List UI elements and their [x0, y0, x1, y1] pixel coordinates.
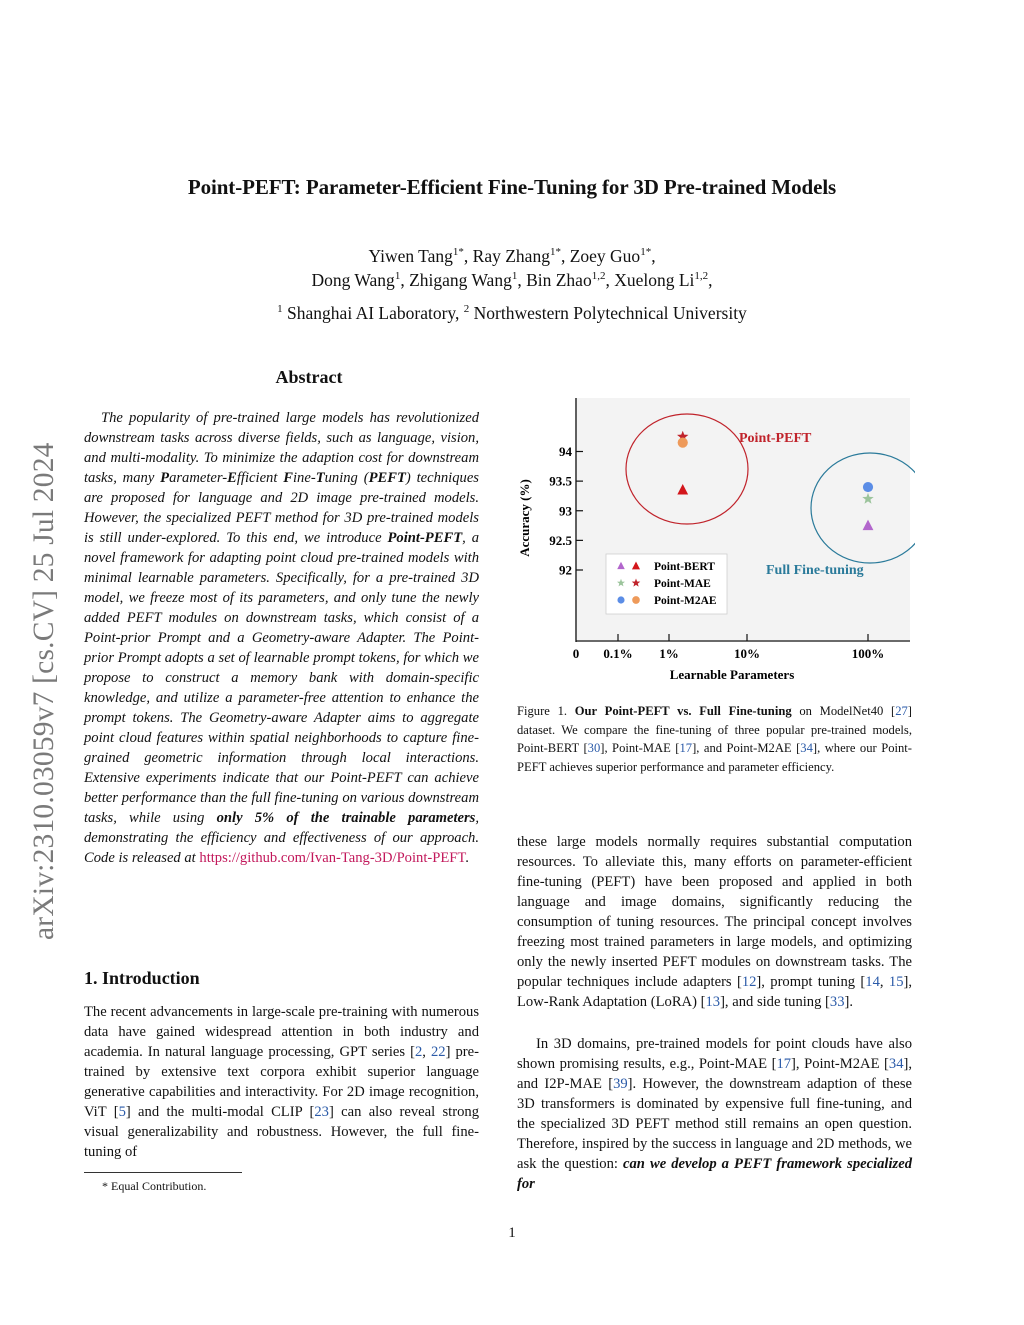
legend-peft-marker: [632, 596, 640, 604]
citation-link[interactable]: 39: [613, 1076, 628, 1092]
author-affiliation-sup: 1*: [640, 246, 652, 258]
text-run: Figure 1.: [517, 704, 575, 718]
text-run: PEFT: [368, 470, 406, 486]
text-run: The popularity of pre-trained large models has revolutionized downstream tasks across diverse fields, such as language, vision, and multi-modality. To minimize the adaption cost for downstream tasks, many: [84, 410, 479, 486]
author-affiliation-sup: 1*: [549, 246, 561, 258]
citation-link[interactable]: 14: [865, 974, 880, 990]
text-run: uning (: [324, 470, 369, 486]
x-tick-label: 10%: [734, 646, 760, 661]
intro-heading: 1. Introduction: [84, 968, 200, 988]
x-tick-label: 0.1%: [603, 646, 633, 661]
text-run: ], and Point-M2AE [: [692, 741, 801, 755]
text-run: Our Point-PEFT vs. Full Fine-tuning: [574, 704, 792, 718]
text-run: F: [283, 470, 293, 486]
author-name: Zoey Guo: [569, 245, 641, 266]
text-run: ,: [879, 974, 889, 990]
text-run: In 3D domains, pre-trained models for point clouds have also shown promising results, e.g., Point-MAE [: [517, 1036, 912, 1072]
legend-label: Point-BERT: [654, 561, 715, 573]
text-run: ], Point-MAE [: [600, 741, 680, 755]
text-run: fficient: [236, 470, 284, 486]
text-run: The recent advancements in large-scale pre-training with numerous data have gained widespread attention in both industry and academia. In natural language processing, GPT series [: [84, 1004, 479, 1060]
affiliation-name: Shanghai AI Laboratory,: [282, 302, 464, 323]
author-name: Yiwen Tang: [368, 245, 453, 266]
text-run: only 5% of the trainable parameters: [216, 810, 476, 826]
author-name: Zhigang Wang: [409, 269, 512, 290]
text-run: P: [160, 470, 170, 486]
citation-link[interactable]: 17: [679, 741, 693, 755]
legend-label: Point-M2AE: [654, 595, 717, 607]
citation-link[interactable]: 27: [895, 704, 908, 718]
y-tick-label: 93.5: [549, 473, 572, 489]
author-affiliation-sup: 1,2: [694, 270, 709, 282]
abstract-heading: Abstract: [275, 367, 343, 387]
text-run: these large models normally requires substantial computation resources. To alleviate this, many efforts on parameter-efficient fine-tuning (PEFT) have been proposed and applied in both language and image domains, significantly reducing the consumption of tuning resources. The principal concept involves freezing most trained parameters in large models, and optimizing only the newly inserted PEFT modules on downstream tasks. The popular techniques include adapters [: [517, 834, 912, 990]
citation-link[interactable]: 30: [587, 741, 601, 755]
y-tick-label: 94: [559, 444, 572, 459]
text-run: ] pre-trained by extensive text corpora exhibit superior language generative capabilities and interactivity. For 2D image recognition, ViT [: [84, 1044, 479, 1120]
y-axis-label: Accuracy (%): [517, 479, 532, 557]
page-number: 1: [508, 1225, 516, 1241]
authors-line-1: Yiwen Tang$^{1*}$, Ray Zhang$^{1*}$, Zoey Guo$^{1*}$,: [368, 245, 656, 266]
right-paragraph-1: [517, 832, 912, 1012]
y-tick-label: 93: [559, 503, 572, 519]
citation-link[interactable]: 34: [800, 741, 813, 755]
legend-label: Point-MAE: [654, 578, 711, 590]
x-axis-label: Learnable Parameters: [669, 667, 795, 682]
text-run: can we develop a PEFT framework specialized for: [517, 1156, 912, 1192]
point-peft-group-label: Point-PEFT: [739, 431, 812, 446]
text-run: ].: [844, 994, 854, 1010]
y-tick-label: 92: [559, 562, 572, 578]
author-affiliation-sup: 1: [394, 270, 401, 282]
text-run: , a novel framework for adapting point cloud pre-trained models with minimal learnable parameters. Specifically, for a pre-trained 3D model, we freeze most of its parameters, and only tune the newly added PEFT modules on downstream tasks, which consist of a Point-prior Prompt and a Geometry-aware Adapter. The Point-prior Prompt adopts a set of learnable prompt tokens, for which we propose to construct a memory bank with domain-specific knowledge, and utilize a parameter-free attention to enhance the prompt tokens. The Geometry-aware Adapter aims to aggregate point cloud features within spatial neighborhoods to capture fine-grained geometric information through local interactions. Extensive experiments indicate that our Point-PEFT can achieve better performance than the full fine-tuning on various downstream tasks, while using: [84, 530, 480, 826]
author-affiliation-sup: 1,2: [591, 270, 606, 282]
citation-link[interactable]: 22: [430, 1044, 446, 1060]
affiliation-sup: 1: [277, 303, 283, 315]
figure-1-caption: [517, 702, 912, 776]
y-tick-label: 92.5: [549, 532, 572, 548]
x-tick-label: 1%: [659, 646, 679, 661]
legend-full-marker: [617, 596, 624, 603]
text-run: arameter-: [169, 470, 228, 486]
abstract-body: [84, 408, 479, 868]
footnote: * Equal Contribution.: [102, 1179, 207, 1193]
text-run: T: [315, 470, 325, 486]
text-run: ], Point-M2AE [: [791, 1056, 889, 1072]
citation-link[interactable]: 23: [314, 1104, 329, 1120]
text-run: ], prompt tuning [: [756, 974, 866, 990]
text-run: ] can also reveal strong visual generalizability and robustness. However, the full fine-tuning of: [84, 1104, 479, 1160]
text-run: ,: [422, 1044, 431, 1060]
author-name: Ray Zhang: [472, 245, 550, 266]
text-run: ) techniques are proposed for language and 2D image pre-trained models. However, the specialized PEFT method for 3D pre-trained models is still under-explored. To this end, we introduce: [84, 470, 479, 546]
affiliation-sup: 2: [463, 303, 470, 315]
text-run: ], Low-Rank Adaptation (LoRA) [: [517, 974, 912, 1010]
text-run: ]. However, the downstream adaption of these 3D transformers is dominated by expensive full fine-tuning, and the specialized 3D PEFT method still remains an open question. Therefore, inspired by the success in language and 2D methods, we ask the question:: [517, 1076, 912, 1172]
right-paragraph-2: [517, 1034, 912, 1194]
citation-link[interactable]: 33: [829, 994, 845, 1010]
text-run: , demonstrating the efficiency and effectiveness of our approach. Code is released at: [84, 810, 479, 866]
intro-paragraph-1: [84, 1002, 479, 1162]
text-run: ine-: [292, 470, 316, 486]
author-affiliation-sup: 1*: [452, 246, 464, 258]
citation-link[interactable]: 5: [118, 1104, 126, 1120]
paper-title: Point-PEFT: Parameter-Efficient Fine-Tuning for 3D Pre-trained Models: [187, 175, 837, 199]
text-run: E: [227, 470, 237, 486]
author-name: Bin Zhao: [526, 269, 592, 290]
citation-link[interactable]: 17: [776, 1056, 792, 1072]
text-run: ], where our Point-PEFT achieves superior performance and parameter efficiency.: [517, 741, 912, 774]
affiliations: [0, 297, 1024, 325]
text-run: Point-PEFT: [387, 530, 463, 546]
x-tick-label: 0: [572, 646, 580, 661]
text-run: .: [465, 850, 469, 866]
affiliation-name: Northwestern Polytechnical University: [469, 302, 747, 323]
author-name: Xuelong Li: [614, 269, 695, 290]
footnote-rule: [84, 1172, 242, 1173]
point-m2ae-full-point: [863, 482, 873, 492]
citation-link[interactable]: 12: [741, 974, 757, 990]
text-run: ], and side tuning [: [720, 994, 830, 1010]
point-m2ae-peft-point: [678, 438, 688, 448]
code-url-link[interactable]: https://github.com/Ivan-Tang-3D/Point-PEFT: [199, 850, 466, 866]
citation-link[interactable]: 2: [414, 1044, 423, 1060]
x-tick-label: 100%: [851, 646, 885, 661]
text-run: ] dataset. We compare the fine-tuning of three popular pre-trained models, Point-BERT [: [517, 704, 912, 755]
citation-link[interactable]: 13: [705, 994, 721, 1010]
full-finetuning-group-label: Full Fine-tuning: [766, 563, 864, 578]
authors-line-2: Dong Wang$^1$, Zhigang Wang$^1$, Bin Zhao$^{1,2}$, Xuelong Li$^{1,2}$,: [311, 269, 713, 290]
figure-1-chart: [515, 390, 915, 685]
text-run: ] and the multi-modal CLIP [: [125, 1104, 315, 1120]
arxiv-stamp: arXiv:2310.03059v7 [cs.CV] 25 Jul 2024: [28, 442, 60, 940]
citation-link[interactable]: 15: [888, 974, 904, 990]
author-name: Dong Wang: [311, 269, 395, 290]
author-affiliation-sup: 1: [511, 270, 518, 282]
citation-link[interactable]: 34: [888, 1056, 904, 1072]
text-run: on ModelNet40 [: [791, 704, 896, 718]
text-run: ], and I2P-MAE [: [517, 1056, 912, 1092]
